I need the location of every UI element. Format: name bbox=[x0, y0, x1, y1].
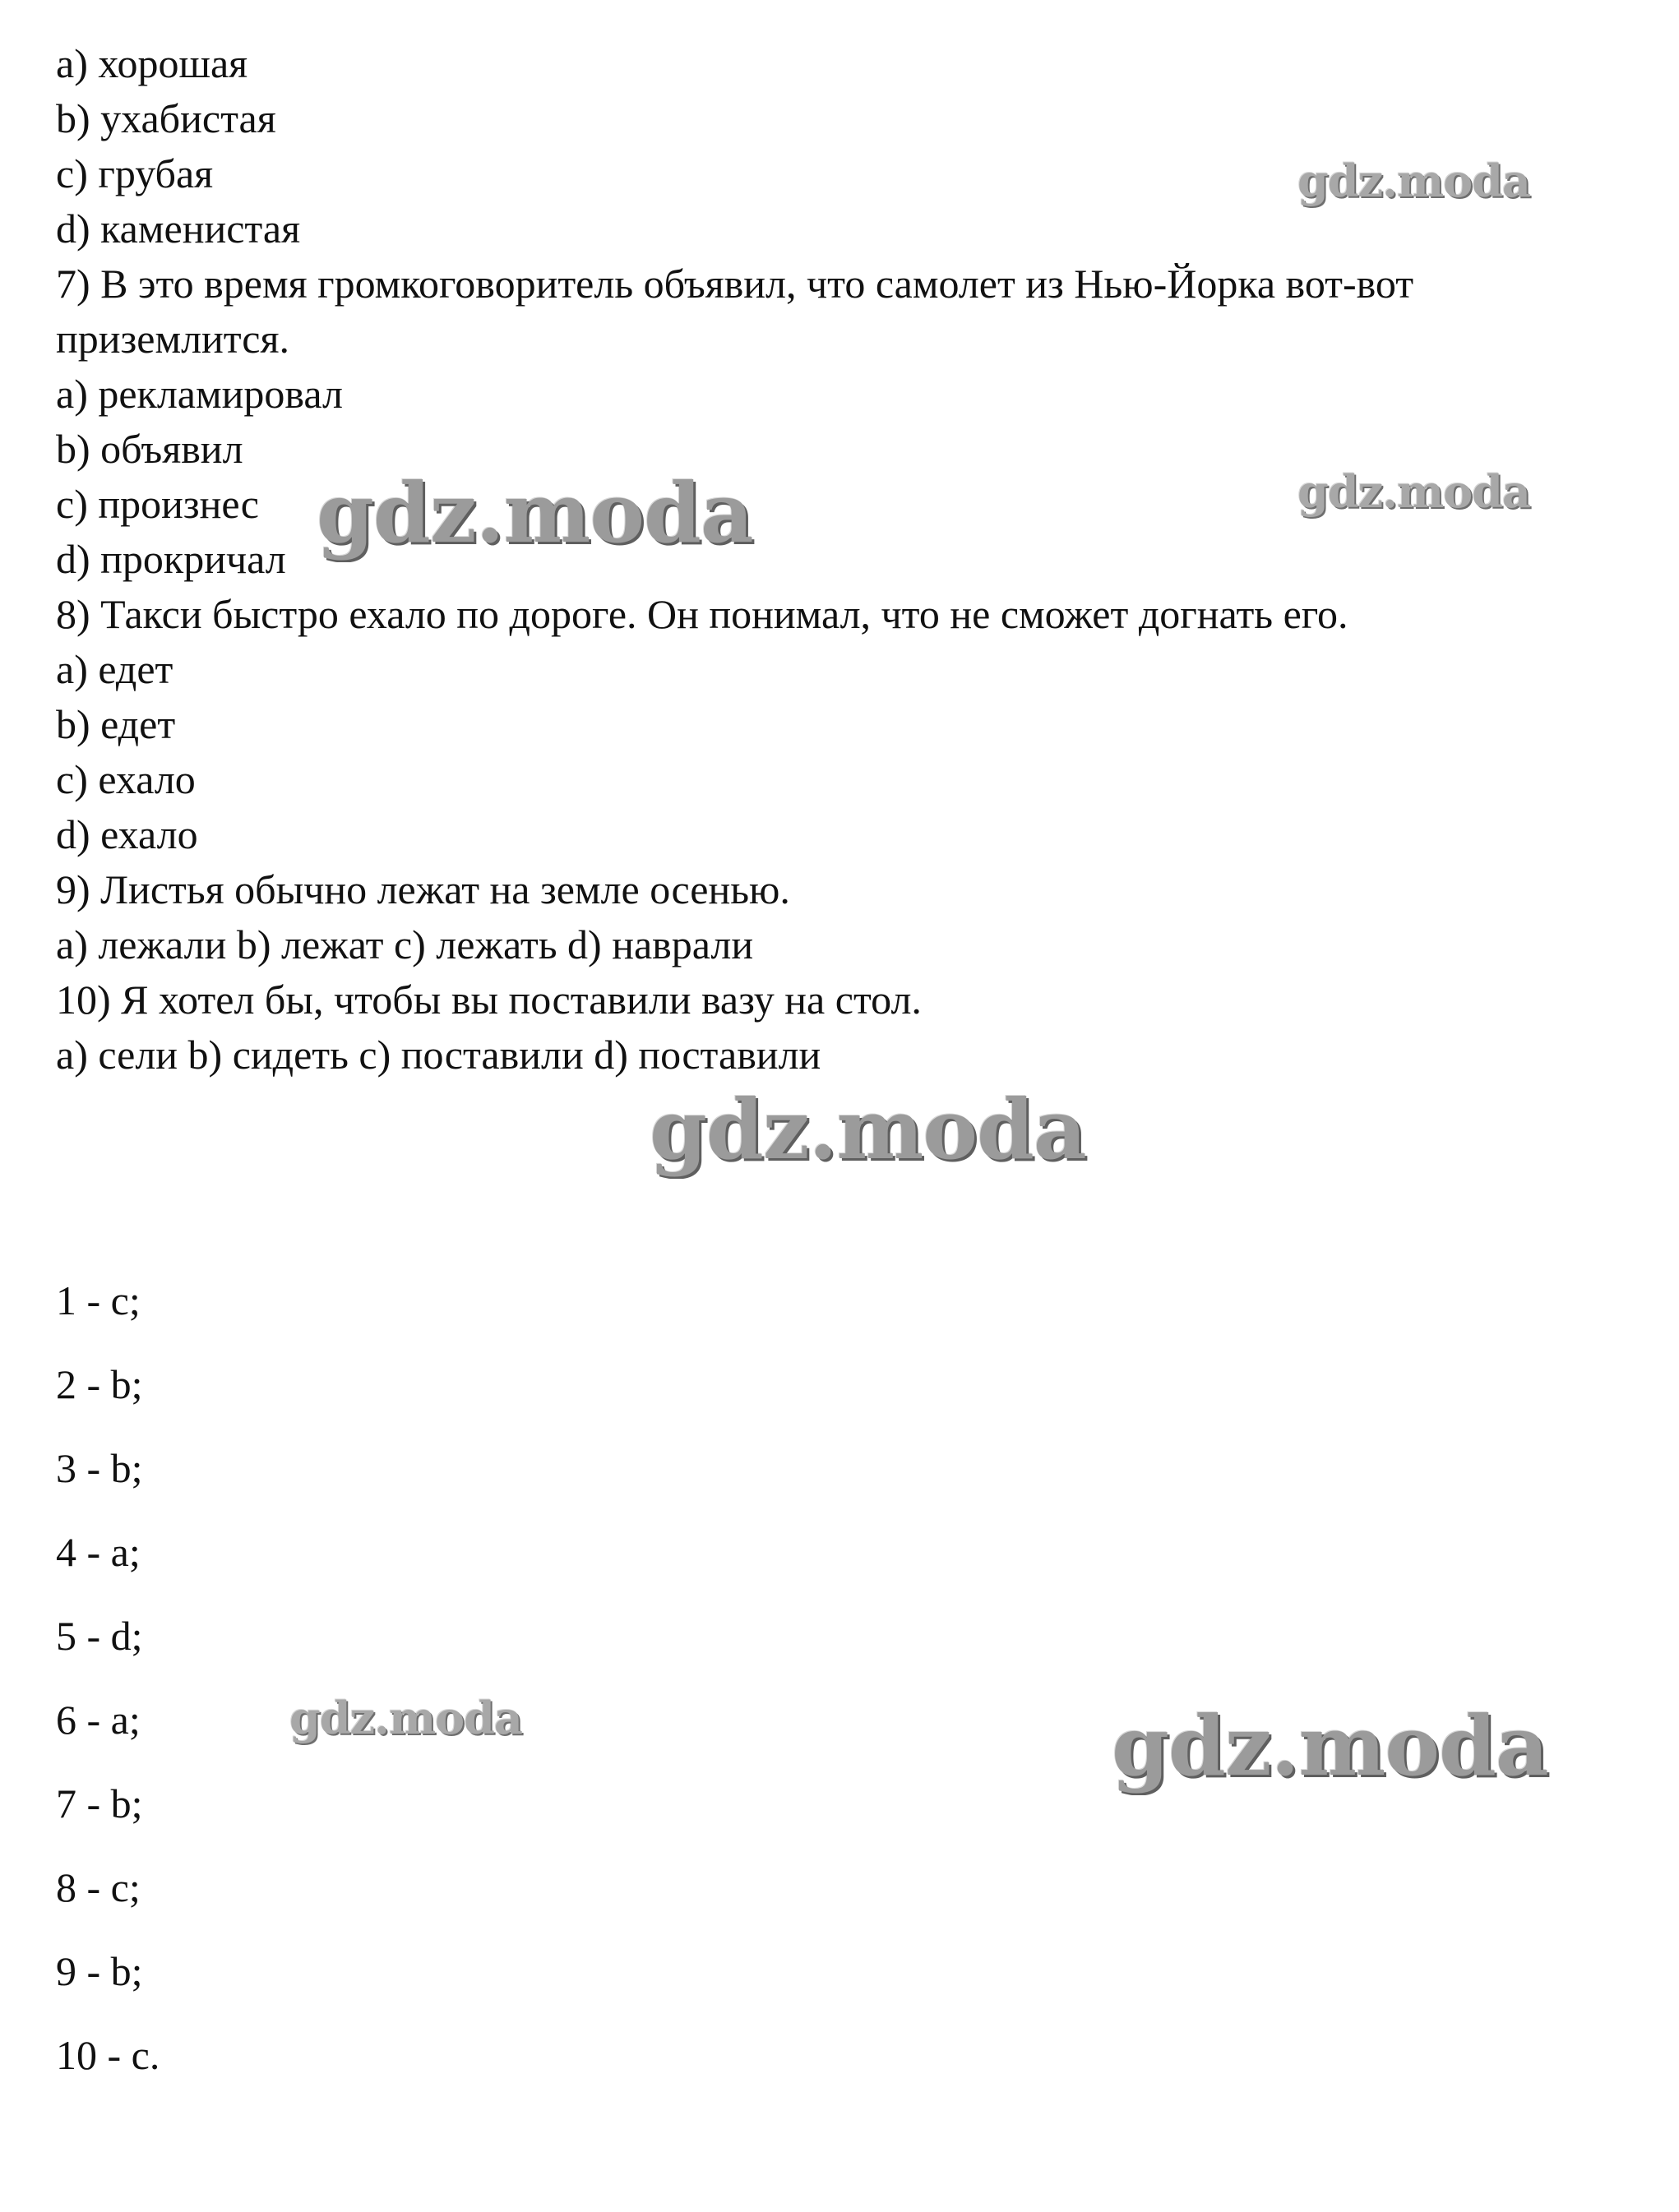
option-line: a) сели b) сидеть c) поставили d) поставили bbox=[56, 1032, 821, 1078]
answer-item: 1 - c; bbox=[56, 1277, 141, 1323]
option-line: b) объявил bbox=[56, 426, 243, 472]
answer-item: 2 - b; bbox=[56, 1361, 143, 1407]
option-line: d) каменистая bbox=[56, 205, 301, 252]
question-10: 10) Я хотел бы, чтобы вы поставили вазу на стол. bbox=[56, 977, 922, 1023]
answer-item: 9 - b; bbox=[56, 1948, 143, 1994]
watermark: gdz.moda bbox=[1297, 155, 1530, 207]
watermark: gdz.moda bbox=[650, 1081, 1086, 1178]
option-line: a) хорошая bbox=[56, 40, 248, 86]
option-line: a) едет bbox=[56, 646, 173, 692]
option-line: a) рекламировал bbox=[56, 371, 343, 417]
option-line: d) ехало bbox=[56, 811, 198, 857]
answer-item: 4 - a; bbox=[56, 1529, 141, 1575]
answer-item: 5 - d; bbox=[56, 1613, 143, 1659]
question-list bbox=[56, 36, 1651, 1083]
option-line: c) грубая bbox=[56, 150, 214, 196]
answer-item: 6 - a; bbox=[56, 1697, 141, 1743]
option-line: b) ухабистая bbox=[56, 95, 276, 141]
question-8: 8) Такси быстро ехало по дороге. Он понимал, что не сможет догнать его. bbox=[56, 591, 1348, 637]
watermark: gdz.moda bbox=[1297, 465, 1530, 518]
option-line: c) ехало bbox=[56, 756, 196, 802]
option-line: d) прокричал bbox=[56, 536, 286, 582]
question-7: 7) В это время громкоговоритель объявил, что самолет из Нью-Йорка вот-вот приземлится. bbox=[56, 261, 1414, 362]
option-line: b) едет bbox=[56, 701, 176, 747]
answer-item: 3 - b; bbox=[56, 1445, 143, 1491]
answer-key bbox=[56, 1276, 549, 2114]
answer-item: 10 - c. bbox=[56, 2032, 160, 2078]
question-9: 9) Листья обычно лежат на земле осенью. bbox=[56, 866, 790, 912]
watermark: gdz.moda bbox=[317, 464, 753, 561]
watermark: gdz.moda bbox=[1112, 1697, 1548, 1794]
answer-item: 8 - c; bbox=[56, 1864, 141, 1910]
option-line: c) произнес bbox=[56, 481, 259, 527]
answer-item: 7 - b; bbox=[56, 1780, 143, 1826]
watermark: gdz.moda bbox=[289, 1692, 522, 1744]
option-line: a) лежали b) лежат c) лежать d) наврали bbox=[56, 921, 754, 967]
